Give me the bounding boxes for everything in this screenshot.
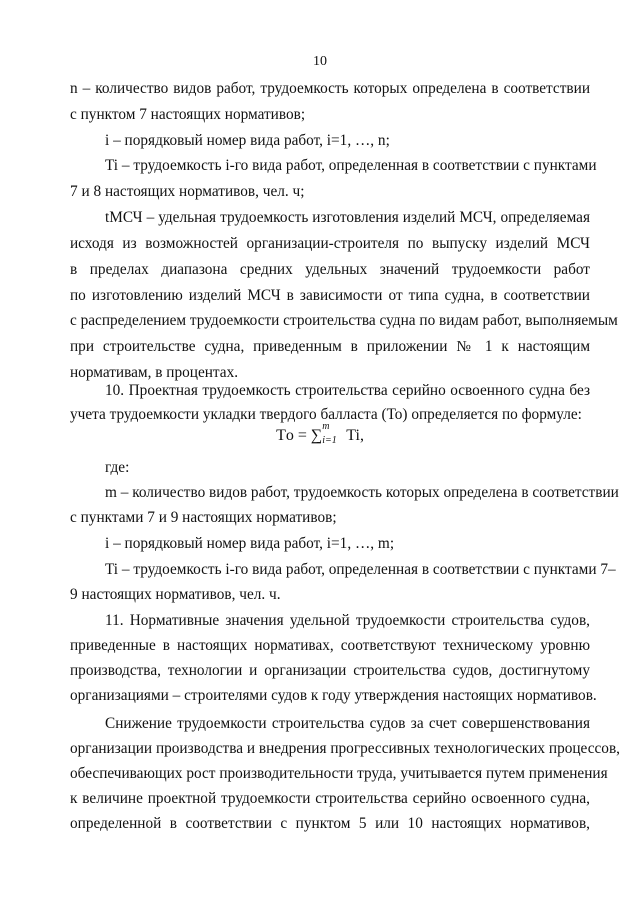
text-line: m – количество видов работ, трудоемкость которых определена в соответствии xyxy=(105,484,619,501)
text-line: организациями – строителями судов к году утверждения настоящих нормативов. xyxy=(70,687,597,704)
text-line: определенной в соответствии с пунктом 5 или 10 настоящих нормативов, xyxy=(70,815,590,832)
text-line: 7 и 8 настоящих нормативов, чел. ч; xyxy=(70,183,305,200)
text-line: n – количество видов работ, трудоемкость которых определена в соответствии xyxy=(70,80,590,97)
text-line: Снижение трудоемкости строительства судов за счет совершенствования xyxy=(105,715,590,732)
formula-sum-sign: ∑ xyxy=(310,427,323,444)
text-line: i – порядковый номер вида работ, i=1, …, m; xyxy=(105,535,395,552)
text-line: обеспечивающих рост производительности труда, учитывается путем применения xyxy=(70,765,608,782)
formula-term: Ti, xyxy=(346,427,364,444)
formula-sum-limits xyxy=(320,421,342,447)
text-line: Ti – трудоемкость i-го вида работ, определенная в соответствии с пунктами xyxy=(105,157,597,174)
text-line: в пределах диапазона средних удельных значений трудоемкости работ xyxy=(70,261,590,278)
text-line: с пунктом 7 настоящих нормативов; xyxy=(70,106,306,123)
text-line: с пунктами 7 и 9 настоящих нормативов; xyxy=(70,509,337,526)
text-line: 9 настоящих нормативов, чел. ч. xyxy=(70,586,281,603)
text-line: tМСЧ – удельная трудоемкость изготовления изделий МСЧ, определяемая xyxy=(105,209,590,226)
page-number: 10 xyxy=(313,54,327,69)
text-line: 10. Проектная трудоемкость строительства серийно освоенного судна без xyxy=(105,382,590,399)
text-line: производства, технологии и организации строительства судов, достигнутому xyxy=(70,662,590,679)
text-line: нормативам, в процентах. xyxy=(70,364,239,381)
text-line: i – порядковый номер вида работ, i=1, …, n; xyxy=(105,132,390,149)
text-line: к величине проектной трудоемкости строительства серийно освоенного судна, xyxy=(70,790,590,807)
text-line: учета трудоемкости укладки твердого балласта (То) определяется по формуле: xyxy=(70,406,582,423)
text-line: по изготовлению изделий МСЧ в зависимости от типа судна, в соответствии xyxy=(70,287,590,304)
text-line: исходя из возможностей организации-строителя по выпуску изделий МСЧ xyxy=(70,235,590,252)
formula xyxy=(0,421,640,447)
text-line: приведенные в настоящих нормативах, соответствуют техническому уровню xyxy=(70,637,590,654)
formula-equals: = xyxy=(297,427,307,444)
text-line: Ti – трудоемкость i-го вида работ, определенная в соответствии с пунктами 7– xyxy=(105,561,616,578)
text-line: организации производства и внедрения прогрессивных технологических процессов, xyxy=(70,740,620,757)
text-line: где: xyxy=(105,459,130,476)
text-line: 11. Нормативные значения удельной трудоемкости строительства судов, xyxy=(105,612,590,629)
formula-lhs: Tо xyxy=(276,427,294,444)
formula-sum-upper: m xyxy=(322,421,330,433)
text-line: с распределением трудоемкости строительства судна по видам работ, выполняемым xyxy=(70,312,618,329)
text-line: при строительстве судна, приведенным в приложении № 1 к настоящим xyxy=(70,338,590,355)
formula-sum-lower: i=1 xyxy=(322,435,337,447)
